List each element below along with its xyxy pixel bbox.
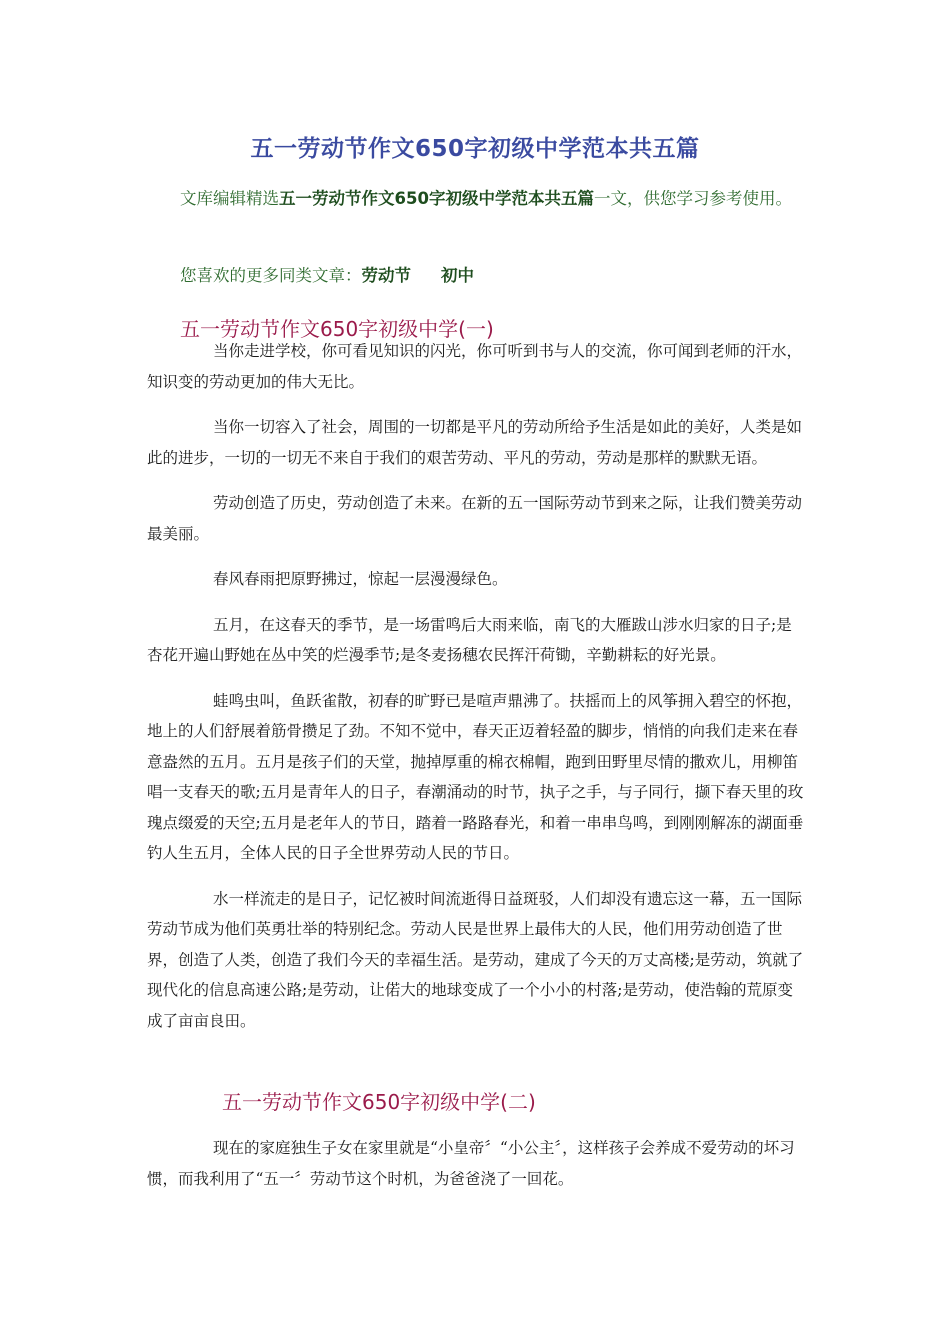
intro-paragraph xyxy=(147,183,807,214)
section-body-2 xyxy=(147,1133,807,1209)
section-heading-2: 五一劳动节作文650字初级中学(二) xyxy=(222,1090,536,1114)
document-title: 五一劳动节作文650字初级中学范本共五篇 xyxy=(250,136,700,162)
related-tag-junior-high[interactable]: 初中 xyxy=(441,266,474,285)
intro-suffix: 一文，供您学习参考使用。 xyxy=(593,189,792,208)
related-label: 您喜欢的更多同类文章： xyxy=(180,266,362,285)
paragraph: 春风春雨把原野拂过，惊起一层漫漫绿色。 xyxy=(213,570,508,588)
paragraph: 水一样流走的是日子，记忆被时间流逝得日益斑驳，人们却没有遗忘这一幕，五一国际劳动节成为他们英勇壮举的特别纪念。劳动人民是世界上最伟大的人民，他们用劳动创造了世界，创造了人类，创造了我们今天的幸福生活。是劳动，建成了今天的万丈高楼;是劳动，筑就了现代化的信息高速公路;是劳动，让偌大的地球变成了一个小小的村落;是劳动，使浩翰的荒原变成了亩亩良田。 xyxy=(147,889,804,1030)
section-heading-1: 五一劳动节作文650字初级中学(一) xyxy=(180,317,494,341)
paragraph: 现在的家庭独生子女在家里就是“小皇帝〞“小公主〞，这样孩子会养成不爱劳动的坏习惯，而我利用了“五一〞劳动节这个时机，为爸爸浇了一回花。 xyxy=(147,1139,795,1188)
section-body-1 xyxy=(147,336,807,1051)
intro-emphasis: 五一劳动节作文650字初级中学范本共五篇 xyxy=(279,189,594,208)
paragraph: 蛙鸣虫叫，鱼跃雀散，初春的旷野已是喧声鼎沸了。扶摇而上的风筝拥入碧空的怀抱，地上的人们舒展着筋骨攒足了劲。不知不觉中，春天正迈着轻盈的脚步，悄悄的向我们走来在春意盎然的五月。五月是孩子们的天堂，抛掉厚重的棉衣棉帽，跑到田野里尽情的撒欢儿，用柳笛唱一支春天的歌;五月是青年人的日子，春潮涌动的时节，执子之手，与子同行，撷下春天里的玫瑰点缀爱的天空;五月是老年人的节日，踏着一路路春光，和着一串串鸟鸣，到刚刚解冻的湖面垂钓人生五月，全体人民的日子全世界劳动人民的节日。 xyxy=(147,691,804,862)
paragraph: 五月，在这春天的季节，是一场雷鸣后大雨来临，南飞的大雁跋山涉水归家的日子;是杏花开遍山野她在丛中笑的烂漫季节;是冬麦扬穗农民挥汗荷锄，辛勤耕耘的好光景。 xyxy=(147,615,792,664)
paragraph: 当你走进学校，你可看见知识的闪光，你可听到书与人的交流，你可闻到老师的汗水，知识变的劳动更加的伟大无比。 xyxy=(147,342,803,391)
paragraph: 劳动创造了历史，劳动创造了未来。在新的五一国际劳动节到来之际，让我们赞美劳动最美丽。 xyxy=(147,494,803,543)
related-articles xyxy=(180,264,504,288)
paragraph: 当你一切容入了社会，周围的一切都是平凡的劳动所给予生活是如此的美好，人类是如此的进步，一切的一切无不来自于我们的艰苦劳动、平凡的劳动，劳动是那样的默默无语。 xyxy=(147,418,803,467)
related-tag-labor-day[interactable]: 劳动节 xyxy=(361,266,411,285)
intro-prefix: 文库编辑精选 xyxy=(180,189,279,208)
